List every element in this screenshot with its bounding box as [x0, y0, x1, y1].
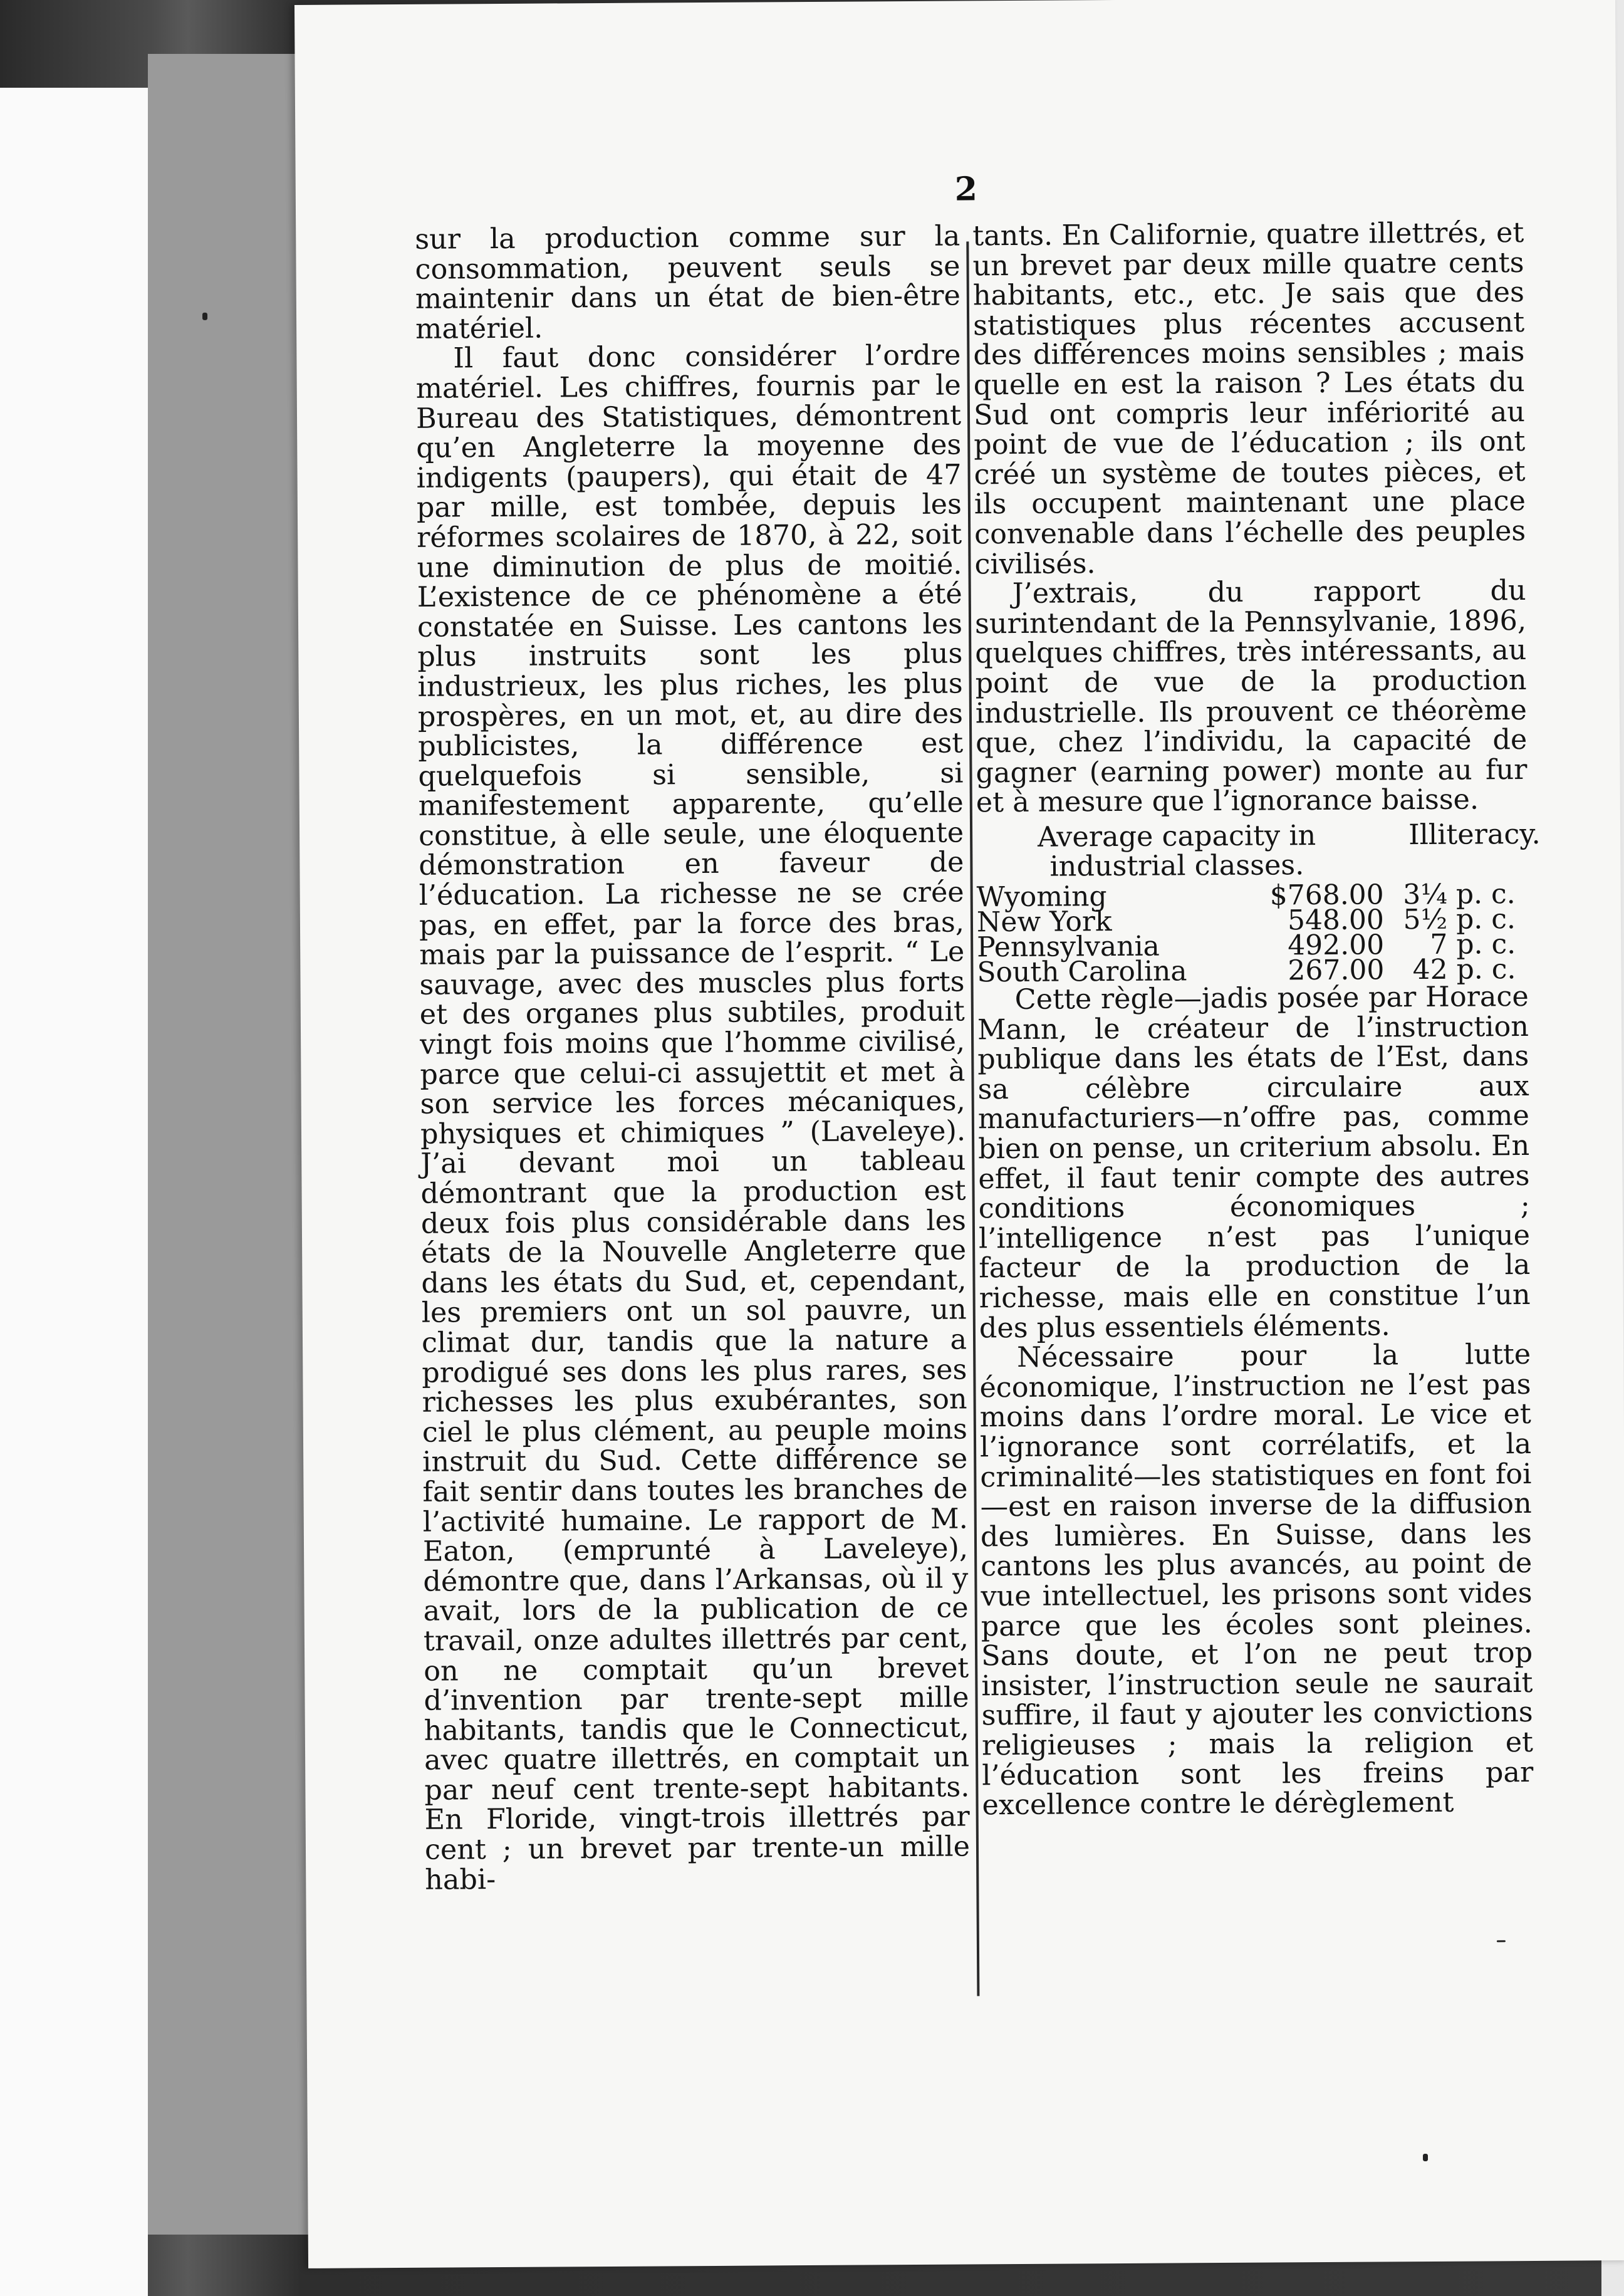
left-column — [415, 222, 970, 1896]
table-cell-capacity: 267.00 — [1288, 954, 1385, 987]
table-cell-illiteracy: 5½ p. c. — [1403, 903, 1516, 936]
paragraph: Nécessaire pour la lutte économique, l’instruction ne l’est pas moins dans l’ordre moral. Le vice et l’ignorance sont corrélatifs, et la criminalité—les statistiques en font foi—est en raison inverse de la diffusion des lumières. En Suisse, dans les cantons les plus avancés, au point de vue intellectuel, les prisons sont vides parce que les écoles sont pleines. Sans doute, et l’on ne peut trop insister, l’instruction seule ne saurait suffire, il faut y ajouter les convictions religieuses ; mais la religion et l’éducation sont les freins par excellence contre le dérèglement — [979, 1338, 1534, 1822]
table-cell-capacity: 492.00 — [1288, 929, 1385, 962]
paragraph: sur la production comme sur la consommation, peuvent seuls se maintenir dans un état de bien-être matériel. — [415, 220, 961, 345]
scan-speck — [1423, 2154, 1428, 2161]
paragraph: J’extrais, du rapport du surintendant de la Pennsylvanie, 1896, quelques chiffres, très intéressants, au point de vue de la production industrielle. Ils prouvent ce théorème que, chez l’individu, la capacité de gagner (earning power) monte au fur et à mesure que l’ignorance baisse. — [974, 575, 1528, 819]
paragraph: tants. En Californie, quatre illettrés, et un brevet par deux mille quatre cents habitants, etc., etc. Je sais que des statistiques plus récentes accusent des différences moins sensibles ; mais quelle en est la raison ? Les états du Sud ont compris leur infériorité au point de vue de l’éducation ; ils ont créé un système de toutes pièces, et ils occupent maintenant une place convenable dans l’échelle des peuples civilisés. — [972, 217, 1526, 580]
paragraph: Il faut donc considérer l’ordre matériel. Les chiffres, fournis par le Bureau des Statistiques, démontrent qu’en Angleterre la moyenne des indigents (paupers), qui était de 47 par mille, est tombée, depuis les réformes scolaires de 1870, à 22, soit une diminution de plus de moitié. L’existence de ce phénomène a été constatée en Suisse. Les cantons les plus instruits sont les plus industrieux, les plus riches, les plus prospères, en un mot, et, au dire des publicistes, la différence est quelquefois si sensible, si manifestement apparente, qu’elle constitue, à elle seule, une éloquente démonstration en faveur de l’éducation. La richesse ne se crée pas, en effet, par la force des bras, mais par la puissance de l’esprit. “ Le sauvage, avec des muscles plus forts et des organes plus subtiles, produit vingt fois moins que l’homme civilisé, parce que celui-ci assujettit et met à son service les forces mécaniques, physiques et chimiques ” (Laveleye). J’ai devant moi un tableau démontrant que la production est deux fois plus considérable dans les états de la Nouvelle Angleterre que dans les états du Sud, et, cependant, les premiers ont un sol pauvre, un climat dur, tandis que la nature a prodigué ses dons les plus rares, ses richesses les plus exubérantes, son ciel le plus clément, au peuple moins instruit du Sud. Cette différence se fait sentir dans toutes les branches de l’activité humaine. Le rapport de M. Eaton, (emprunté à Laveleye), démontre que, dans l’Arkansas, où il y avait, lors de la publication de ce travail, onze adultes illettrés par cent, on ne comptait qu’un brevet d’invention par trente-sept mille habitants, tandis que le Connecticut, avec quatre illettrés, en comptait un par neuf cent trente-sept habitants. En Floride, vingt-trois illettrés par cent ; un brevet par trente-un mille habi- — [415, 339, 971, 1896]
table-cell-state: South Carolina — [977, 955, 1187, 989]
document-page — [294, 0, 1624, 2268]
scan-left-margin — [0, 88, 148, 2296]
table-cell-illiteracy: 7 p. c. — [1430, 928, 1516, 961]
table-header — [976, 818, 1541, 884]
statistics-table — [976, 818, 1541, 989]
table-cell-state: New York — [976, 905, 1112, 939]
table-cell-capacity: $768.00 — [1269, 879, 1384, 912]
page-number: 2 — [954, 170, 978, 209]
table-cell-illiteracy: 3¼ p. c. — [1403, 878, 1516, 911]
table-cell-illiteracy: 42 p. c. — [1412, 953, 1516, 986]
scan-speck — [1497, 1940, 1506, 1942]
table-cell-state: Wyoming — [976, 880, 1107, 914]
table-cell-state: Pennsylvania — [977, 930, 1160, 964]
table-header-capacity: Average capacity in industrial classes. — [1037, 819, 1316, 884]
table-cell-capacity: 548.00 — [1287, 904, 1385, 937]
table-header-illiteracy: Illiteracy. — [1408, 818, 1541, 852]
right-column — [972, 217, 1541, 1822]
paragraph: Cette règle—jadis posée par Horace Mann, le créateur de l’instruction publique dans les états de l’Est, dans sa célèbre circulaire aux manufacturiers—n’offre pas, comme bien on pense, un criterium absolu. En effet, il faut tenir compte des autres conditions économiques ; l’intelligence n’est pas l’unique facteur de la production de la richesse, mais elle en constitue l’un des plus essentiels éléments. — [977, 981, 1531, 1344]
scan-speck — [202, 313, 207, 320]
